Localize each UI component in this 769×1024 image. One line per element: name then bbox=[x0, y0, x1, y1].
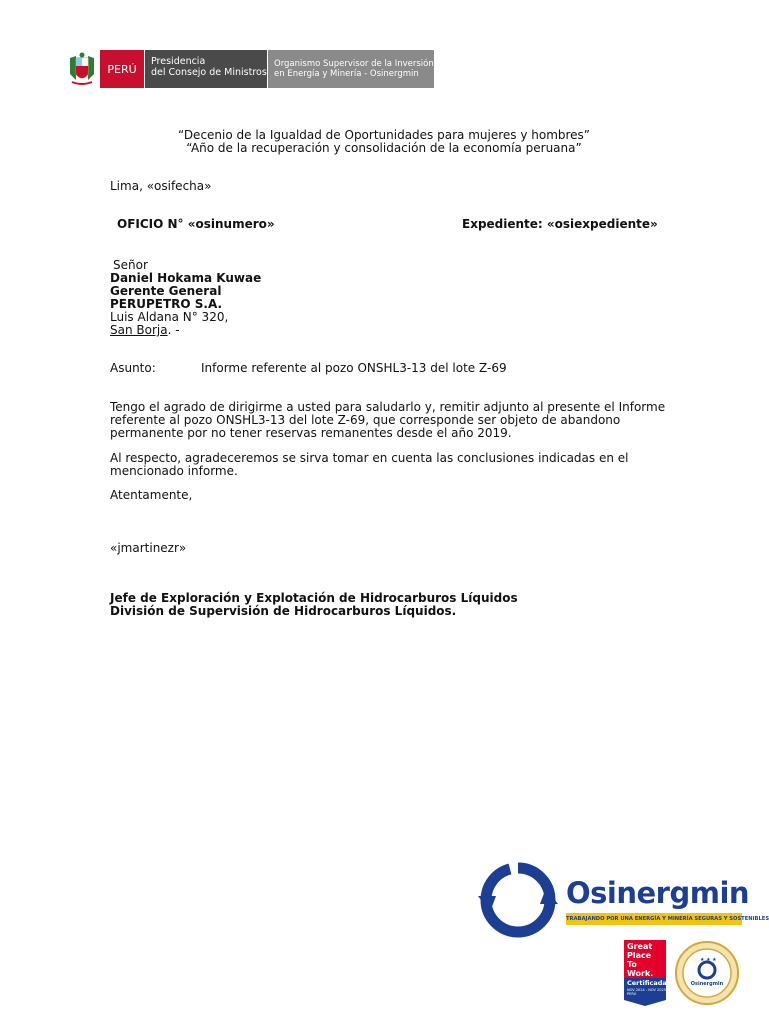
government-header bbox=[64, 50, 434, 88]
recipient-name: Daniel Hokama Kuwae bbox=[110, 271, 262, 285]
gptw-date-range: NOV 2024 - NOV 2025 bbox=[627, 988, 666, 992]
recipient-salutation: Señor bbox=[113, 258, 148, 272]
osinergmin-wordmark: Osinergmin bbox=[566, 876, 750, 910]
decade-line-1: “Decenio de la Igualdad de Oportunidades para mujeres y hombres” bbox=[177, 128, 591, 142]
gptw-certified: Certificada bbox=[627, 979, 667, 987]
subject-label: Asunto: bbox=[110, 361, 156, 375]
subject-text: Informe referente al pozo ONSHL3-13 del lote Z-69 bbox=[201, 361, 507, 375]
closing: Atentamente, bbox=[110, 488, 193, 502]
recipient-position: Gerente General bbox=[110, 284, 222, 298]
signer-placeholder: «jmartinezr» bbox=[110, 541, 187, 555]
decade-line-2: “Año de la recuperación y consolidación de la economía peruana” bbox=[186, 141, 582, 155]
body-p1-line-1: Tengo el agrado de dirigirme a usted para saludarlo y, remitir adjunto al presente el Informe bbox=[110, 400, 666, 414]
pcm-line-1: Presidencia bbox=[151, 56, 206, 67]
body-p2-line-1: Al respecto, agradeceremos se sirva tomar en cuenta las conclusiones indicadas en el bbox=[110, 451, 629, 465]
expediente-number: Expediente: «osiexpediente» bbox=[462, 217, 658, 231]
signature-line-2: División de Supervisión de Hidrocarburos Líquidos. bbox=[110, 604, 457, 618]
svg-text:★ ★ ★: ★ ★ ★ bbox=[700, 957, 717, 963]
recipient-district: San Borja bbox=[110, 323, 168, 337]
gptw-date bbox=[624, 988, 666, 996]
peru-coat-of-arms-icon bbox=[64, 50, 100, 88]
organism-label bbox=[268, 50, 434, 88]
gptw-line-3: To bbox=[627, 960, 637, 969]
body-p1-line-2: referente al pozo ONSHL3-13 del lote Z-69, que corresponde ser objeto de abandono bbox=[110, 413, 621, 427]
gptw-country: PERÚ bbox=[627, 992, 637, 996]
recipient-company: PERUPETRO S.A. bbox=[110, 297, 223, 311]
body-p2-line-2: mencionado informe. bbox=[110, 464, 238, 478]
gptw-line-4: Work. bbox=[627, 969, 654, 978]
recipient-district-line bbox=[110, 324, 180, 337]
award-seal-icon bbox=[672, 940, 742, 1006]
pcm-line-2: del Consejo de Ministros bbox=[151, 67, 267, 78]
pcm-label bbox=[145, 50, 267, 88]
osinergmin-logo-icon bbox=[478, 860, 558, 940]
peru-label: PERÚ bbox=[100, 50, 144, 88]
great-place-to-work-badge bbox=[624, 940, 666, 1006]
organism-line-2: en Energía y Minería - Osinergmin bbox=[274, 69, 419, 79]
gptw-line-1: Great bbox=[627, 942, 653, 951]
place-date: Lima, «osifecha» bbox=[110, 179, 212, 193]
seal-brand: Osinergmin bbox=[690, 981, 724, 987]
oficio-number: OFICIO N° «osinumero» bbox=[117, 217, 275, 231]
organism-line-1: Organismo Supervisor de la Inversión bbox=[274, 59, 434, 69]
signature-line-1: Jefe de Exploración y Explotación de Hidrocarburos Líquidos bbox=[110, 591, 518, 605]
gptw-line-2: Place bbox=[627, 951, 652, 960]
recipient-address: Luis Aldana N° 320, bbox=[110, 310, 229, 324]
recipient-district-suffix: . - bbox=[167, 323, 180, 337]
body-p1-line-3: permanente por no tener reservas remanentes desde el año 2019. bbox=[110, 426, 512, 440]
osinergmin-tagline: TRABAJANDO POR UNA ENERGÍA Y MINERÍA SEGURAS Y SOSTENIBLES bbox=[566, 913, 742, 925]
